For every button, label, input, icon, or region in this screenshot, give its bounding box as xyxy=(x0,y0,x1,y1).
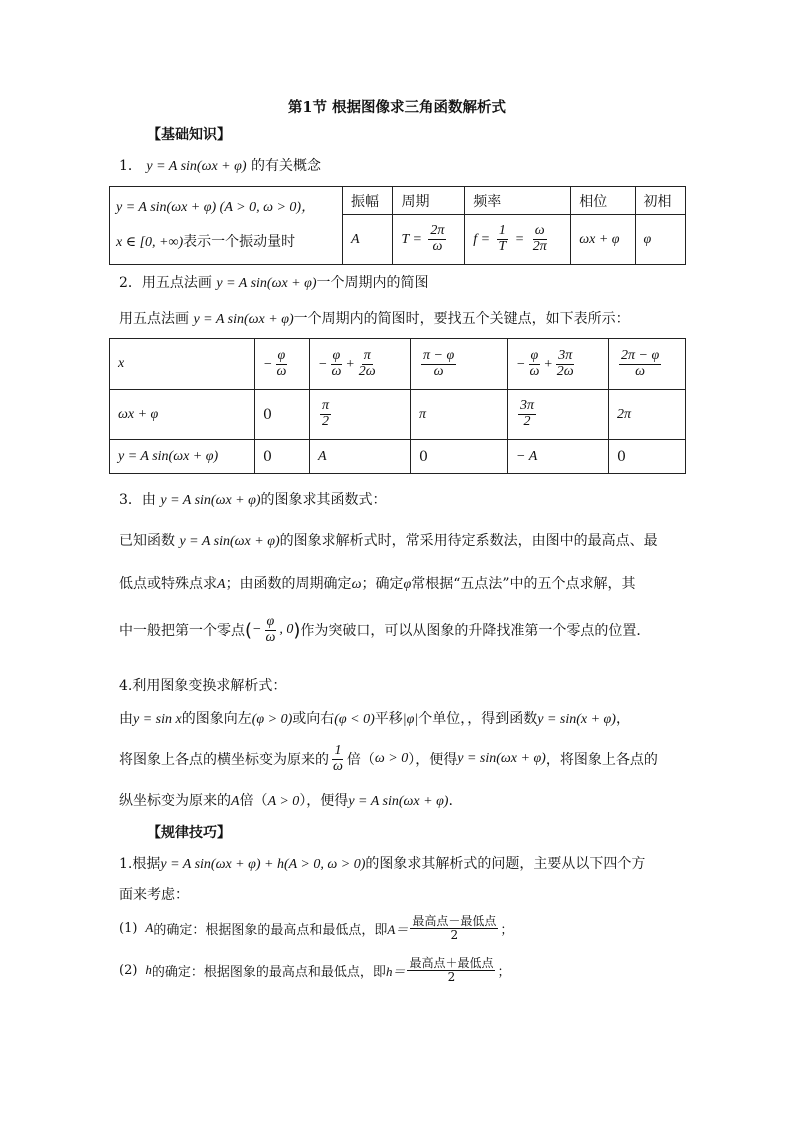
concept-description-text: 表示一个振动量时 xyxy=(183,234,296,250)
item-1-number: 1． xyxy=(119,158,142,174)
item-4-title: 4.利用图象变换求解析式： xyxy=(119,678,287,694)
phase-value-3: π xyxy=(411,390,508,440)
period-value: T = $\frac{2\pi}{\omega}$ xyxy=(393,215,465,265)
y-value-1: 0 xyxy=(255,440,310,474)
row-x-label: x xyxy=(110,339,255,390)
item-1-formula: y = A sin(ωx + φ) xyxy=(146,159,247,174)
y-value-5: 0 xyxy=(609,440,686,474)
five-point-intro: 用五点法画 y = A sin(ωx + φ)一个周期内的简图时，要找五个关键点，如下表所示： xyxy=(119,311,630,327)
x-value-4: − $\frac{\varphi}{\omega}$ + $\frac{3\pi}{2\omega}$ xyxy=(508,339,609,390)
header-phase: 相位 xyxy=(571,187,635,215)
x-value-3: $\frac{\pi - \varphi}{\omega}$ xyxy=(411,339,508,390)
phase-value-5: 2π xyxy=(609,390,686,440)
amplitude-value: A xyxy=(343,215,393,265)
para-3-line-2: 低点或特殊点求A；由函数的周期确定ω；确定φ常根据“五点法”中的五个点求解，其 xyxy=(119,576,636,592)
header-initial-phase: 初相 xyxy=(635,187,686,215)
row-y-label: y = A sin(ωx + φ) xyxy=(110,440,255,474)
page-title: 第1节 根据图像求三角函数解析式 xyxy=(287,99,507,116)
item-1-text: 的有关概念 xyxy=(251,158,321,174)
item-4-line-2: 将图象上各点的横坐标变为原来的 $\frac{1}{\omega}$ 倍（ ω > 0 ），便得 y = sin(ωx + φ) ，将图象上各点的 xyxy=(119,742,658,774)
header-frequency: 频率 xyxy=(465,187,571,215)
item-1 xyxy=(119,155,321,175)
header-amplitude: 振幅 xyxy=(343,187,393,215)
item-4-line-1: 由y = sin x的图象向左(φ > 0)或向右(φ < 0)平移|φ|个单位，，得到函数y = sin(x + φ)， xyxy=(119,711,630,727)
tips-line-1: 1.根据y = A sin(ωx + φ) + h(A > 0, ω > 0)的图象求其解析式的问题，主要从以下四个方 xyxy=(119,856,646,872)
x-value-2: − $\frac{\varphi}{\omega}$ + $\frac{\pi}{2\omega}$ xyxy=(310,339,411,390)
row-phase-label: ωx + φ xyxy=(110,390,255,440)
five-point-table xyxy=(109,338,686,474)
concept-table xyxy=(109,186,686,265)
y-value-2: A xyxy=(310,440,411,474)
phase-value: ωx + φ xyxy=(571,215,635,265)
item-3-formula: y = A sin(ωx + φ) xyxy=(160,493,261,508)
tip-1: (1) A 的确定：根据图象的最高点和最低点，即 A＝ $\frac{\text{最高点－最低点}}{2}$ ； xyxy=(119,913,514,942)
phase-value-1: 0 xyxy=(255,390,310,440)
initial-phase-value: φ xyxy=(635,215,686,265)
y-value-3: 0 xyxy=(411,440,508,474)
header-period: 周期 xyxy=(393,187,465,215)
x-value-5: $\frac{2\pi - \varphi}{\omega}$ xyxy=(609,339,686,390)
item-3-number: 3．由 xyxy=(119,492,156,508)
tips-line-2: 面来考虑： xyxy=(119,887,189,903)
frequency-value: f = $\frac{1}{T}$ = $\frac{\omega}{2\pi}$ xyxy=(465,215,571,265)
x-value-1: − $\frac{\varphi}{\omega}$ xyxy=(255,339,310,390)
y-value-4: − A xyxy=(508,440,609,474)
phase-value-4: $\frac{3\pi}{2}$ xyxy=(508,390,609,440)
item-3: 3．由 y = A sin(ωx + φ)的图象求其函数式： xyxy=(119,492,387,508)
concept-description-cell xyxy=(110,187,343,265)
section-basic-knowledge: 【基础知识】 xyxy=(147,127,231,143)
item-2-number: 2． xyxy=(119,275,142,291)
concept-description-domain: x ∈ [0, +∞) xyxy=(116,235,184,250)
para-3-line-3: 中一般把第一个零点 ( − $\frac{\varphi}{\omega}$ , 0 ) 作为突破口，可以从图象的升降找准第一个零点的位置． xyxy=(119,613,651,645)
concept-description-line-1: y = A sin(ωx + φ) (A > 0, ω > 0)， xyxy=(116,200,316,215)
para-3-line-1: 已知函数 y = A sin(ωx + φ)的图象求解析式时，常采用待定系数法，由图中的最高点、最 xyxy=(119,533,658,549)
section-tips: 【规律技巧】 xyxy=(147,825,231,841)
item-4-line-3: 纵坐标变为原来的A倍（A > 0），便得y = A sin(ωx + φ). xyxy=(119,793,453,809)
phase-value-2: $\frac{\pi}{2}$ xyxy=(310,390,411,440)
tip-2: (2) h 的确定：根据图象的最高点和最低点，即 h＝ $\frac{\text{最高点＋最低点}}{2}$ ； xyxy=(119,955,511,984)
item-2: 2．用五点法画 y = A sin(ωx + φ)一个周期内的简图 xyxy=(119,275,429,291)
item-2-formula: y = A sin(ωx + φ) xyxy=(216,276,317,291)
